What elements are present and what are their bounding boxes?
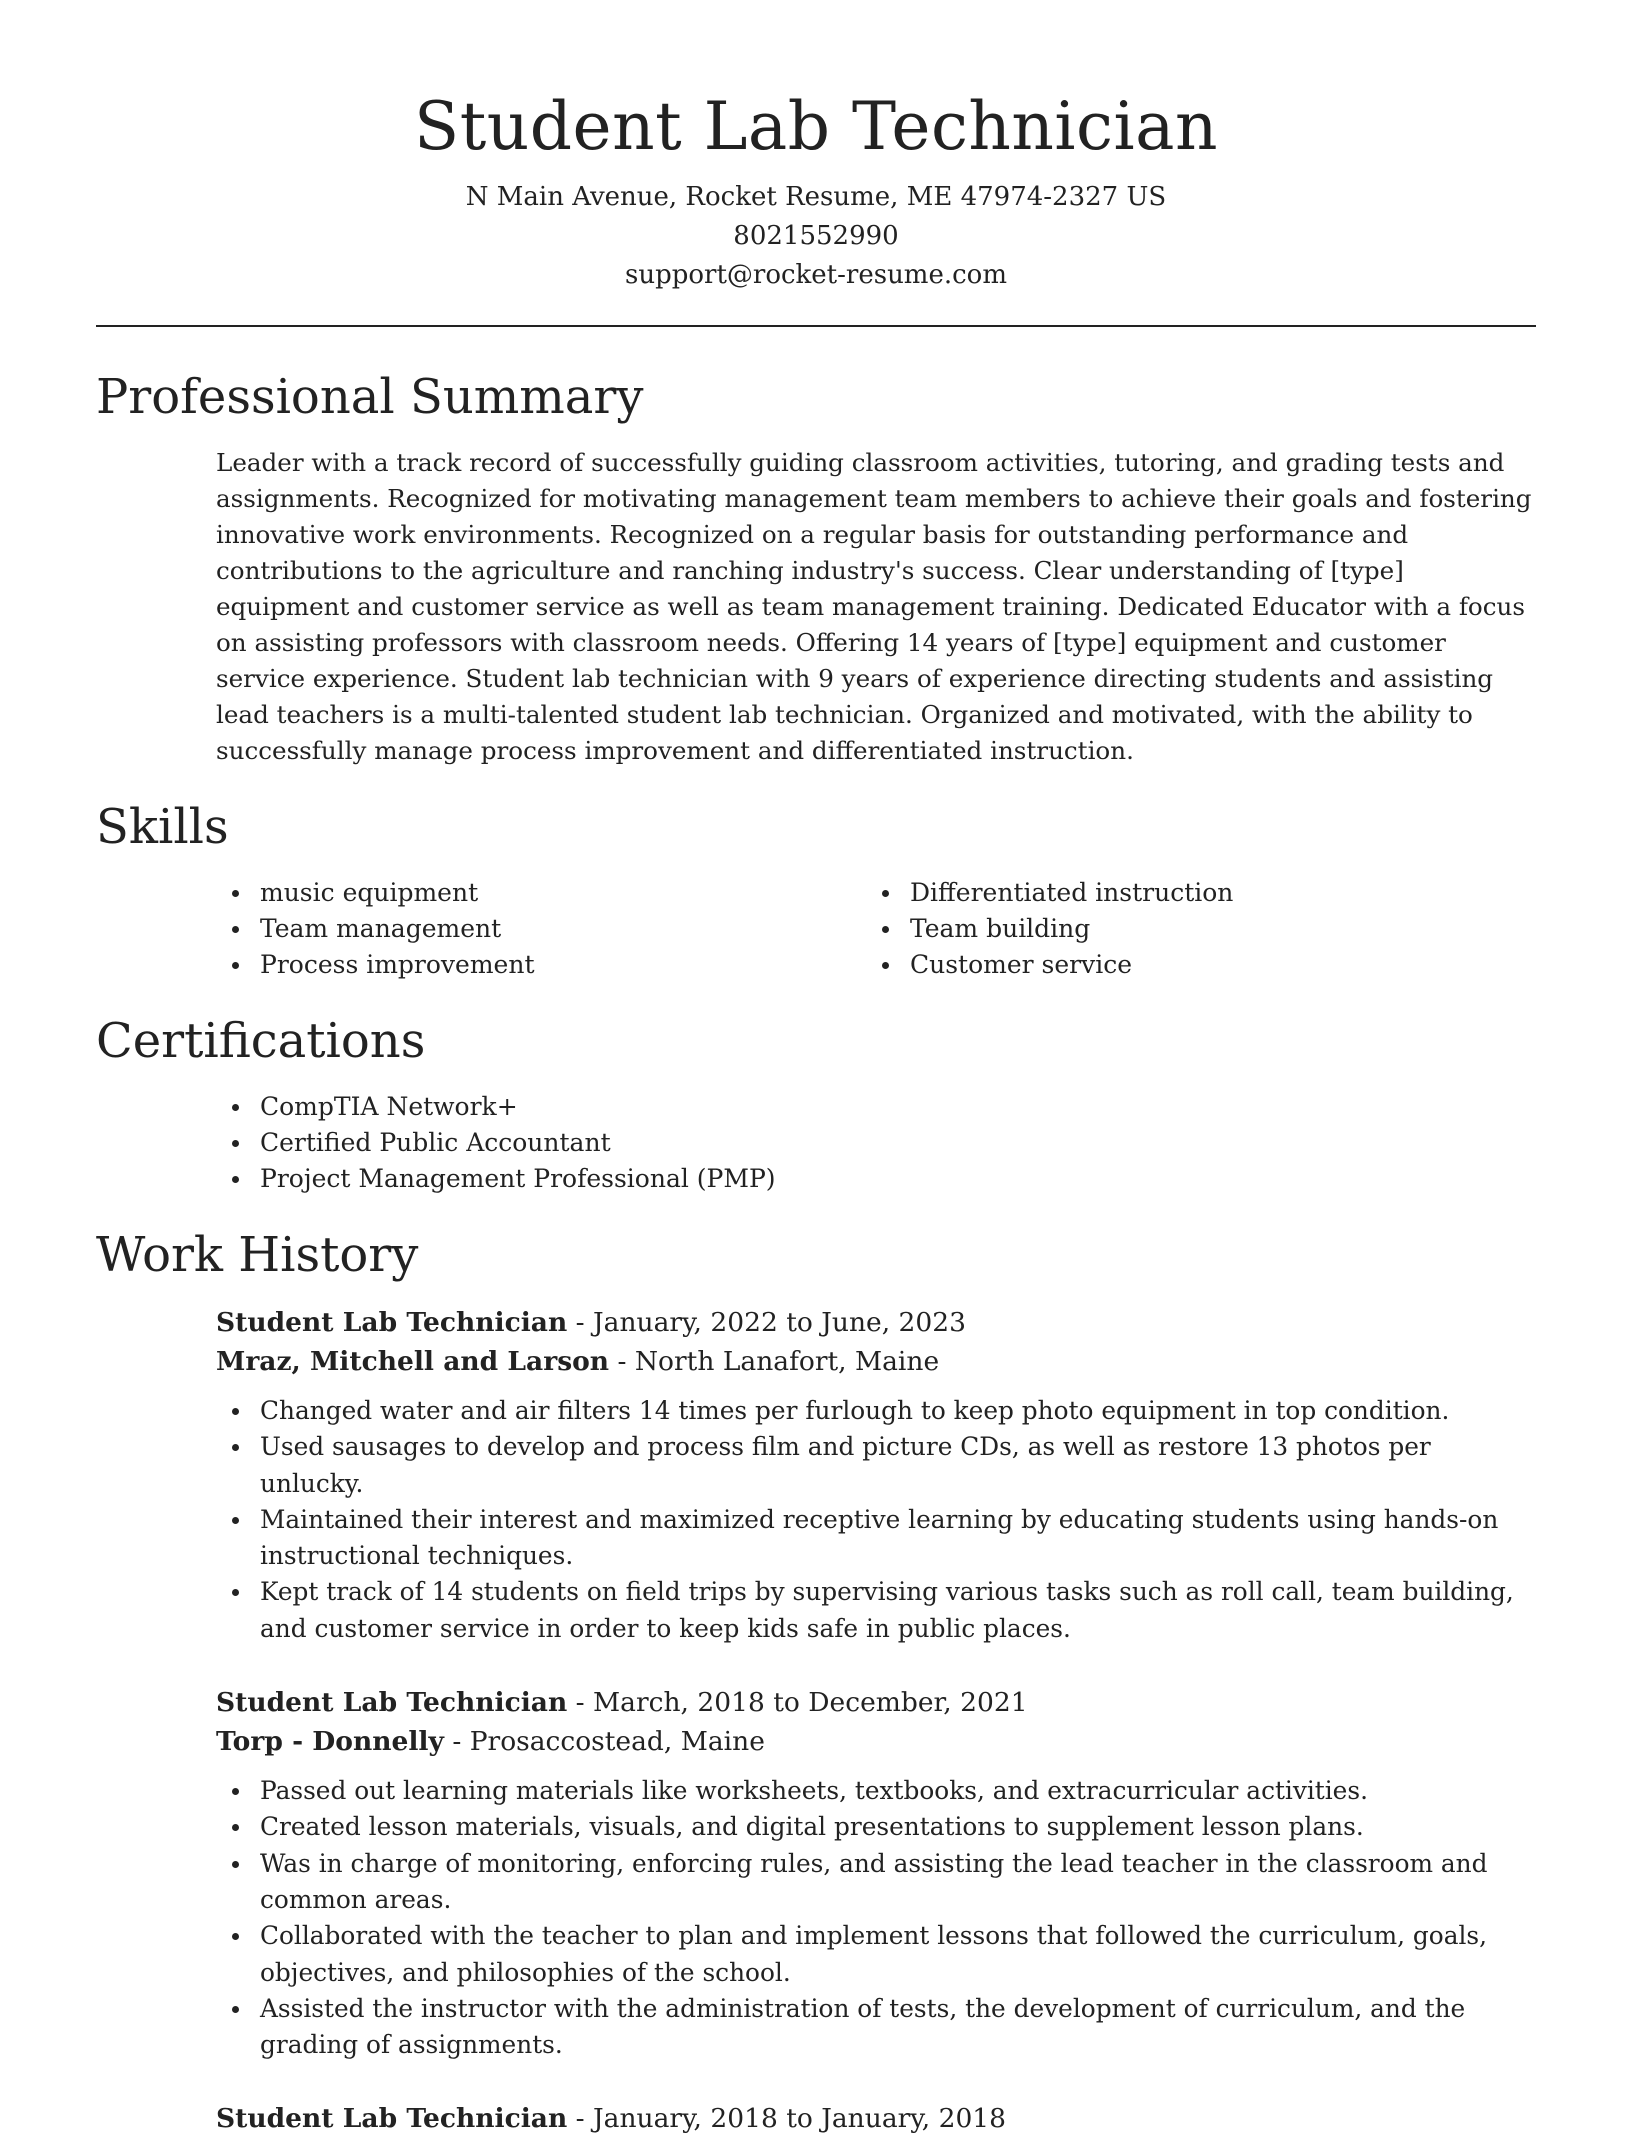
skill-item: music equipment xyxy=(96,875,746,911)
job-entry xyxy=(96,2099,1536,2138)
header-divider xyxy=(96,325,1536,327)
job-dates: - January, 2022 to June, 2023 xyxy=(567,1307,966,1338)
certification-item: Certified Public Accountant xyxy=(96,1125,1536,1161)
job-bullet: Created lesson materials, visuals, and digital presentations to supplement lesson plans. xyxy=(96,1809,1536,1845)
job-title-line xyxy=(216,1683,1536,1722)
skills-grid xyxy=(96,875,1536,983)
skill-item: Team management xyxy=(96,911,746,947)
skills-column-left xyxy=(96,875,746,983)
skills-column-right xyxy=(746,875,1396,983)
section-skills xyxy=(96,797,1536,983)
section-title-certifications: Certifications xyxy=(96,1013,426,1069)
job-title-line xyxy=(216,1303,1536,1342)
skill-item: Team building xyxy=(746,911,1396,947)
job-title-line xyxy=(216,2099,1536,2138)
job-company-line xyxy=(216,1342,1536,1381)
job-bullets xyxy=(96,1393,1536,1647)
job-location: - North Lanafort, Maine xyxy=(609,1346,940,1377)
section-work-history xyxy=(96,1225,1536,2138)
job-bullet: Used sausages to develop and process film and picture CDs, as well as restore 13 photos per unlucky. xyxy=(96,1429,1536,1502)
skill-item: Differentiated instruction xyxy=(746,875,1396,911)
section-title-skills: Skills xyxy=(96,799,229,855)
certification-item: CompTIA Network+ xyxy=(96,1089,1536,1125)
section-title-work-history: Work History xyxy=(96,1227,419,1283)
certifications-list xyxy=(96,1089,1536,1197)
job-bullets xyxy=(96,1773,1536,2063)
skill-item: Customer service xyxy=(746,947,1396,983)
job-dates: - March, 2018 to December, 2021 xyxy=(567,1687,1028,1719)
summary-text: Leader with a track record of successfully guiding classroom activities, tutoring, and grading tests and assignments. Recognized for motivating management team members to achieve their goals and fostering innovative work environments. Recognized on a regular basis for outstanding performance and contributions to the agriculture and ranching industry's success. Clear understanding of [type] equipment and customer service as well as team management training. Dedicated Educator with a focus on assisting professors with classroom needs. Offering 14 years of [type] equipment and customer service experience. Student lab technician with 9 years of experience directing students and assisting lead teachers is a multi-talented student lab technician. Organized and motivated, with the ability to successfully manage process improvement and differentiated instruction. xyxy=(216,448,1532,765)
contact-block xyxy=(96,178,1536,295)
candidate-name: Student Lab Technician xyxy=(414,88,1218,165)
section-professional-summary xyxy=(96,367,1536,769)
resume-page xyxy=(96,0,1536,2138)
job-role: Student Lab Technician xyxy=(216,2103,568,2135)
job-entry xyxy=(96,1683,1536,2063)
job-bullet: Assisted the instructor with the administration of tests, the development of curriculum, and the grading of assignments. xyxy=(96,1991,1536,2064)
job-company: Mraz, Mitchell and Larson xyxy=(216,1346,610,1377)
job-bullet: Collaborated with the teacher to plan and implement lessons that followed the curriculum, goals, objectives, and philosophies of the school. xyxy=(96,1918,1536,1991)
skill-item: Process improvement xyxy=(96,947,746,983)
contact-phone: 8021552990 xyxy=(733,221,899,251)
job-location: - Prosaccostead, Maine xyxy=(443,1726,765,1758)
job-role: Student Lab Technician xyxy=(216,1307,568,1338)
job-bullet: Kept track of 14 students on field trips by supervising various tasks such as roll call, team building, and customer service in order to keep kids safe in public places. xyxy=(96,1574,1536,1647)
job-dates: - January, 2018 to January, 2018 xyxy=(567,2103,1007,2135)
contact-email: support@rocket-resume.com xyxy=(624,260,1007,290)
skills-list-right xyxy=(746,875,1396,983)
skills-list-left xyxy=(96,875,746,983)
job-bullet: Changed water and air filters 14 times per furlough to keep photo equipment in top condition. xyxy=(96,1393,1536,1429)
resume-header xyxy=(96,0,1536,295)
job-role: Student Lab Technician xyxy=(216,1687,568,1719)
section-certifications xyxy=(96,1011,1536,1197)
job-company: Torp - Donnelly xyxy=(216,1726,444,1758)
job-bullet: Was in charge of monitoring, enforcing rules, and assisting the lead teacher in the classroom and common areas. xyxy=(96,1846,1536,1919)
job-bullet: Maintained their interest and maximized receptive learning by educating students using hands-on instructional techniques. xyxy=(96,1502,1536,1575)
job-entry xyxy=(96,1303,1536,1647)
job-bullet: Passed out learning materials like worksheets, textbooks, and extracurricular activities. xyxy=(96,1773,1536,1809)
contact-address: N Main Avenue, Rocket Resume, ME 47974-2327 US xyxy=(465,182,1167,212)
job-company-line xyxy=(216,1722,1536,1761)
section-title-summary: Professional Summary xyxy=(96,369,644,425)
certification-item: Project Management Professional (PMP) xyxy=(96,1161,1536,1197)
